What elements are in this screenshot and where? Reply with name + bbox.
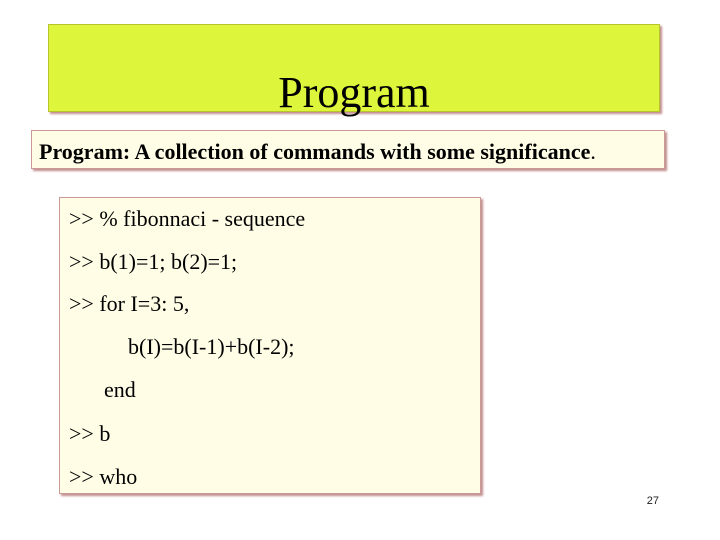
slide-title-panel — [48, 24, 660, 117]
code-line-display-b: >> b — [69, 421, 111, 446]
code-line-comment: >> % fibonnaci - sequence — [69, 206, 306, 231]
code-line-initialization: >> b(1)=1; b(2)=1; — [69, 249, 238, 274]
definition-main-text: Program: A collection of commands with some significance — [39, 139, 591, 164]
code-line-end: end — [104, 377, 136, 402]
definition-text — [39, 141, 596, 163]
code-line-who: >> who — [69, 464, 138, 489]
page-number: 27 — [646, 495, 659, 507]
definition-period: . — [590, 139, 596, 164]
code-line-recurrence: b(I)=b(I-1)+b(I-2); — [128, 334, 295, 359]
slide-title: Program — [278, 68, 430, 117]
code-line-for-loop: >> for I=3: 5, — [69, 291, 190, 316]
definition-panel — [31, 130, 665, 169]
code-example-panel — [59, 197, 481, 494]
